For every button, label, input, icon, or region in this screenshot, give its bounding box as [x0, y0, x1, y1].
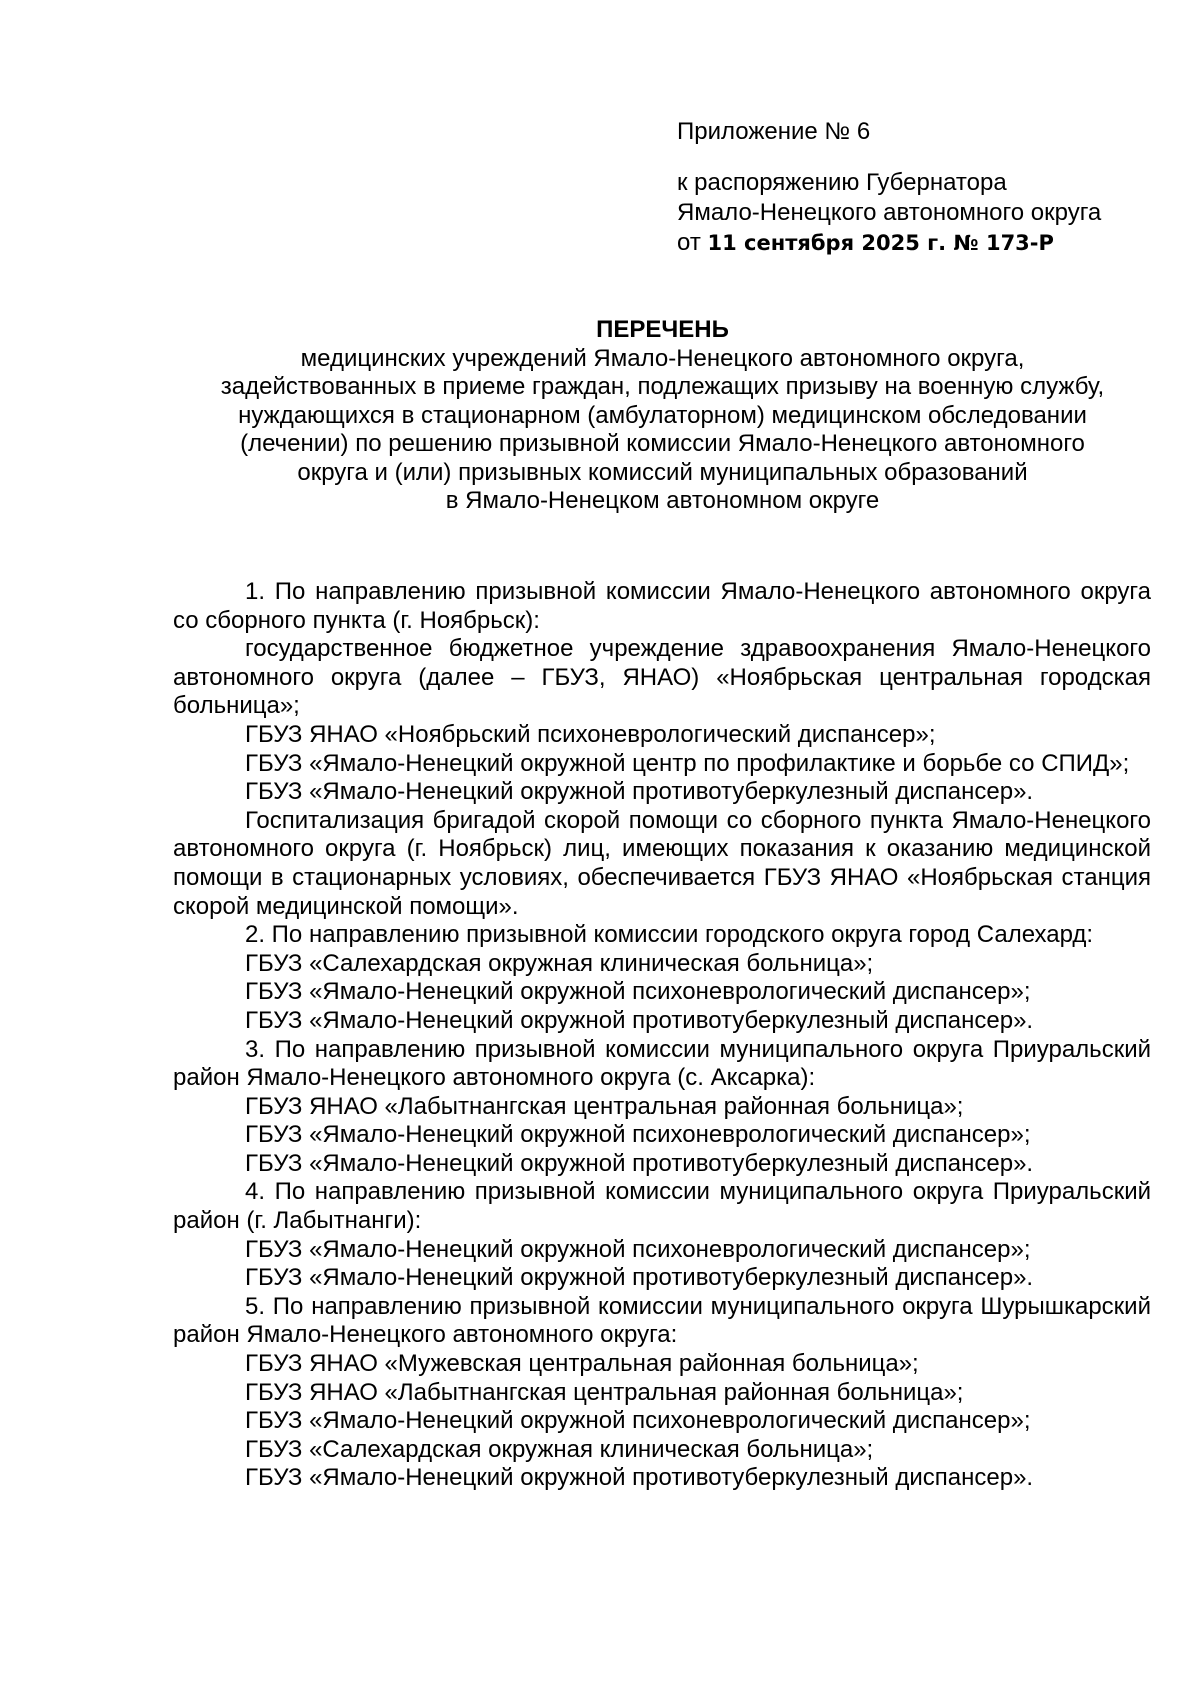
document-heading: ПЕРЕЧЕНЬ — [596, 316, 729, 343]
paragraph: ГБУЗ «Салехардская окружная клиническая больница»; — [245, 949, 874, 977]
paragraph: ГБУЗ ЯНАО «Ноябрьский психоневрологический диспансер»; — [245, 720, 936, 748]
title-line: (лечении) по решению призывной комиссии Ямало-Ненецкого автономного — [240, 430, 1085, 457]
paragraph-section-1: 1. По направлению призывной комиссии Ямало-Ненецкого автономного округа со сборного пункта (г. Ноябрьск): — [173, 578, 1151, 634]
title-line: медицинских учреждений Ямало-Ненецкого автономного округа, — [300, 344, 1025, 372]
document-body — [173, 578, 1151, 1493]
paragraph: ГБУЗ «Ямало-Ненецкий окружной противотуберкулезный диспансер». — [245, 1006, 1034, 1034]
paragraph: ГБУЗ «Ямало-Ненецкий окружной противотуберкулезный диспансер». — [245, 1464, 1034, 1492]
appendix-date-stamp: 11 сентября 2025 г. № 173-Р — [707, 231, 1054, 255]
paragraph: ГБУЗ «Ямало-Ненецкий окружной противотуберкулезный диспансер». — [245, 1264, 1034, 1292]
title-line: задействованных в приеме граждан, подлежащих призыву на военную службу, — [220, 373, 1105, 400]
appendix-line-1: к распоряжению Губернатора — [677, 169, 1007, 196]
appendix-number: Приложение № 6 — [677, 118, 871, 145]
paragraph: ГБУЗ «Ямало-Ненецкий окружной центр по профилактике и борьбе со СПИД»; — [245, 749, 1130, 777]
paragraph-section-3: 3. По направлению призывной комиссии муниципального округа Приуральский район Ямало-Ненецкого автономного округа (с. Аксарка): — [173, 1035, 1151, 1092]
paragraph: Госпитализация бригадой скорой помощи со сборного пункта Ямало-Ненецкого автономного округа (г. Ноябрьск) лиц, имеющих показания к оказанию медицинской помощи в стационарных условиях, обеспечивается ГБУЗ ЯНАО «Ноябрьская станция скорой медицинской помощи». — [173, 806, 1151, 920]
paragraph-section-4: 4. По направлению призывной комиссии муниципального округа Приуральский район (г. Лабытнанги): — [173, 1178, 1151, 1235]
paragraph: государственное бюджетное учреждение здравоохранения Ямало-Ненецкого автономного округа (далее – ГБУЗ, ЯНАО) «Ноябрьская центральная городская больница»; — [173, 635, 1151, 720]
paragraph: ГБУЗ «Ямало-Ненецкий окружной противотуберкулезный диспансер». — [245, 778, 1034, 806]
paragraph: ГБУЗ ЯНАО «Лабытнангская центральная районная больница»; — [245, 1092, 964, 1120]
appendix-block — [677, 117, 1157, 258]
paragraph-section-5: 5. По направлению призывной комиссии муниципального округа Шурышкарский район Ямало-Ненецкого автономного округа: — [173, 1292, 1151, 1349]
appendix-date-prefix: от — [677, 229, 701, 256]
paragraph: ГБУЗ «Ямало-Ненецкий окружной психоневрологический диспансер»; — [245, 1235, 1031, 1263]
paragraph: ГБУЗ ЯНАО «Мужевская центральная районная больница»; — [245, 1350, 919, 1378]
paragraph-section-2: 2. По направлению призывной комиссии городского округа город Салехард: — [245, 921, 1094, 949]
paragraph: ГБУЗ «Ямало-Ненецкий окружной психоневрологический диспансер»; — [245, 978, 1031, 1006]
title-line: в Ямало-Ненецком автономном округе — [445, 487, 880, 514]
title-line: округа и (или) призывных комиссий муниципальных образований — [297, 458, 1028, 486]
appendix-date-line — [677, 228, 1157, 258]
paragraph: ГБУЗ «Ямало-Ненецкий окружной противотуберкулезный диспансер». — [245, 1149, 1034, 1177]
title-line: нуждающихся в стационарном (амбулаторном) медицинском обследовании — [238, 401, 1087, 429]
paragraph: ГБУЗ ЯНАО «Лабытнангская центральная районная больница»; — [245, 1378, 964, 1406]
paragraph: ГБУЗ «Ямало-Ненецкий окружной психоневрологический диспансер»; — [245, 1407, 1031, 1435]
document-title-block — [150, 316, 1175, 516]
paragraph: ГБУЗ «Ямало-Ненецкий окружной психоневрологический диспансер»; — [245, 1121, 1031, 1149]
appendix-line-2: Ямало-Ненецкого автономного округа — [677, 199, 1102, 226]
paragraph: ГБУЗ «Салехардская окружная клиническая больница»; — [245, 1435, 874, 1463]
